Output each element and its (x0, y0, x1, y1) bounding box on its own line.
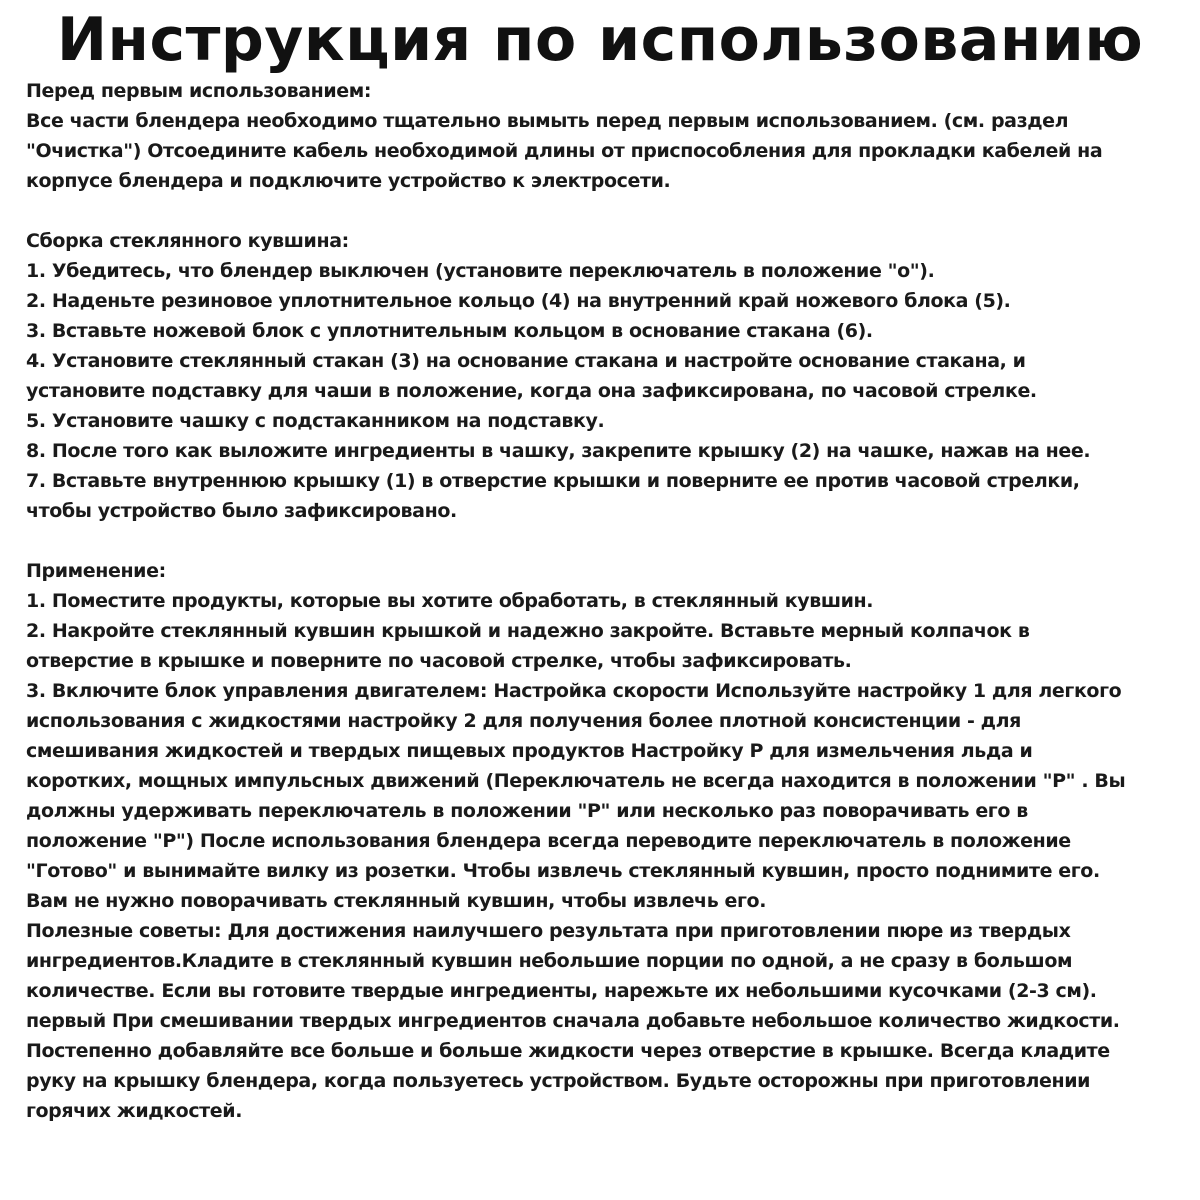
instructions-body (26, 76, 1136, 1126)
page-title: Инструкция по использованию (56, 5, 1144, 75)
list-item: 1. Поместите продукты, которые вы хотите обработать, в стеклянный кувшин. (26, 590, 874, 612)
list-item: 4. Установите стеклянный стакан (3) на основание стакана и настройте основание стакана, и установите подставку для чаши в положение, когда она зафиксирована, по часовой стрелке. (26, 350, 1037, 402)
section-usage (26, 556, 1136, 1126)
list-item: 5. Установите чашку с подстаканником на подставку. (26, 410, 605, 432)
list-item: 7. Вставьте внутреннюю крышку (1) в отверстие крышки и поверните ее против часовой стрелки, чтобы устройство было зафиксировано. (26, 470, 1080, 522)
list-item: 3. Вставьте ножевой блок с уплотнительным кольцом в основание стакана (6). (26, 320, 873, 342)
section-before-first-use (26, 76, 1136, 196)
section-heading: Перед первым использованием: (26, 80, 372, 102)
section-heading: Применение: (26, 560, 166, 582)
tips-paragraph: Полезные советы: Для достижения наилучшего результата при приготовлении пюре из твердых ингредиентов.Кладите в стеклянный кувшин небольшие порции по одной, а не сразу в большом количестве. Если вы готовите твердые ингредиенты, нарежьте их небольшими кусочками (2-3 см). первый При смешивании твердых ингредиентов сначала добавьте небольшое количество жидкости. Постепенно добавляйте все больше и больше жидкости через отверстие в крышке. Всегда кладите руку на крышку блендера, когда пользуетесь устройством. Будьте осторожны при приготовлении горячих жидкостей. (26, 920, 1120, 1122)
list-item: 2. Накройте стеклянный кувшин крышкой и надежно закройте. Вставьте мерный колпачок в отверстие в крышке и поверните по часовой стрелке, чтобы зафиксировать. (26, 620, 1030, 672)
list-item: 3. Включите блок управления двигателем: Настройка скорости Используйте настройку 1 для легкого использования с жидкостями настройку 2 для получения более плотной консистенции - для смешивания жидкостей и твердых пищевых продуктов Настройку P для измельчения льда и коротких, мощных импульсных движений (Переключатель не всегда находится в положении "P" . Вы должны удерживать переключатель в положении "P" или несколько раз поворачивать его в положение "P") После использования блендера всегда переводите переключатель в положение "Готово" и вынимайте вилку из розетки. Чтобы извлечь стеклянный кувшин, просто поднимите его. Вам не нужно поворачивать стеклянный кувшин, чтобы извлечь его. (26, 680, 1126, 912)
list-item: 1. Убедитесь, что блендер выключен (установите переключатель в положение "о"). (26, 260, 935, 282)
paragraph: Все части блендера необходимо тщательно вымыть перед первым использованием. (см. раздел "Очистка") Отсоедините кабель необходимой длины от приспособления для прокладки кабелей на корпусе блендера и подключите устройство к электросети. (26, 110, 1103, 192)
list-item: 2. Наденьте резиновое уплотнительное кольцо (4) на внутренний край ножевого блока (5). (26, 290, 1011, 312)
section-assembly (26, 226, 1136, 526)
list-item: 8. После того как выложите ингредиенты в чашку, закрепите крышку (2) на чашке, нажав на нее. (26, 440, 1091, 462)
section-heading: Сборка стеклянного кувшина: (26, 230, 349, 252)
